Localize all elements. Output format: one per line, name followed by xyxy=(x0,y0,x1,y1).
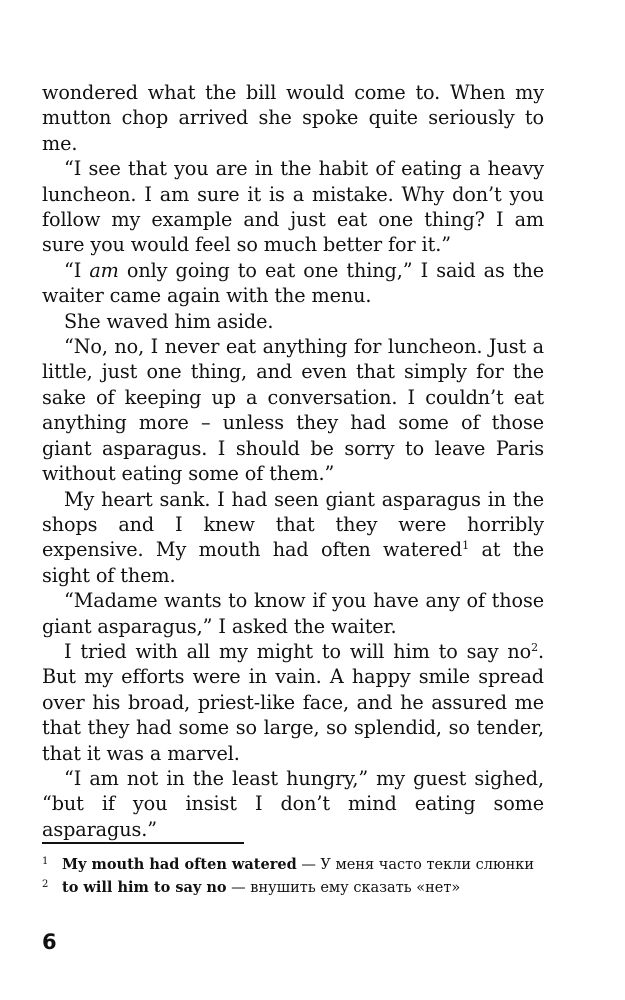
paragraph-9: “I am not in the least hungry,” my guest sighed, “but if you insist I don’t mind eating some asparagus.” xyxy=(42,766,544,841)
paragraph-5: “No, no, I never eat anything for luncheon. Just a little, just one thing, and even that simply for the sake of keeping up a conversation. I couldn’t eat anything more – unless they had some of those giant asparagus. I should be sorry to leave Paris without eating some of them.” xyxy=(42,335,544,486)
footnotes xyxy=(42,855,544,901)
paragraph-3-part-a: “I xyxy=(64,258,90,282)
paragraph-2: “I see that you are in the habit of eating a heavy luncheon. I am sure it is a mistake. Why don’t you follow my example and just eat one thing? I am sure you would feel so much better for it.” xyxy=(42,157,544,257)
footnote-term: to will him to say no xyxy=(62,879,227,896)
emphasis-am: am xyxy=(89,258,119,282)
paragraph-1: wondered what the bill would come to. When my mutton chop arrived she spoke quite seriously to me. xyxy=(42,81,544,155)
footnote-ref-2: 2 xyxy=(531,640,538,654)
footnote-2 xyxy=(42,878,544,898)
paragraph-7: “Madame wants to know if you have any of those giant asparagus,” I asked the waiter. xyxy=(42,589,544,638)
paragraph-6 xyxy=(42,487,544,589)
paragraph-6-part-b: at the sight of them. xyxy=(42,538,544,587)
paragraph-6-part-a: My heart sank. I had seen giant asparagus in the shops and I knew that they were horribly expensive. My mouth had often watered xyxy=(42,487,544,562)
footnote-content xyxy=(62,855,544,875)
footnote-content xyxy=(62,878,544,898)
footnote-translation: — У меня часто текли слюнки xyxy=(296,857,535,873)
paragraph-8 xyxy=(42,639,544,766)
page-body xyxy=(42,80,544,842)
footnote-number: 1 xyxy=(42,856,49,867)
footnote-translation: — внушить ему сказать «нет» xyxy=(226,880,461,896)
footnote-ref-1: 1 xyxy=(462,539,469,553)
footnote-1 xyxy=(42,855,544,875)
footnote-term: My mouth had often watered xyxy=(62,856,297,873)
paragraph-3 xyxy=(42,258,544,309)
footnote-number: 2 xyxy=(42,879,49,890)
footnote-divider xyxy=(42,842,244,844)
paragraph-8-part-a: I tried with all my might to will him to say no xyxy=(64,639,532,663)
paragraph-4: She waved him aside. xyxy=(64,309,274,333)
paragraph-3-part-b: only going to eat one thing,” I said as the waiter came again with the menu. xyxy=(42,258,544,308)
story-text xyxy=(42,80,544,842)
paragraph-8-part-b: . But my efforts were in vain. A happy smile spread over his broad, priest-like face, and he assured me that they had some so large, so splendid, so tender, that it was a marvel. xyxy=(42,639,544,765)
page-number: 6 xyxy=(42,930,57,954)
